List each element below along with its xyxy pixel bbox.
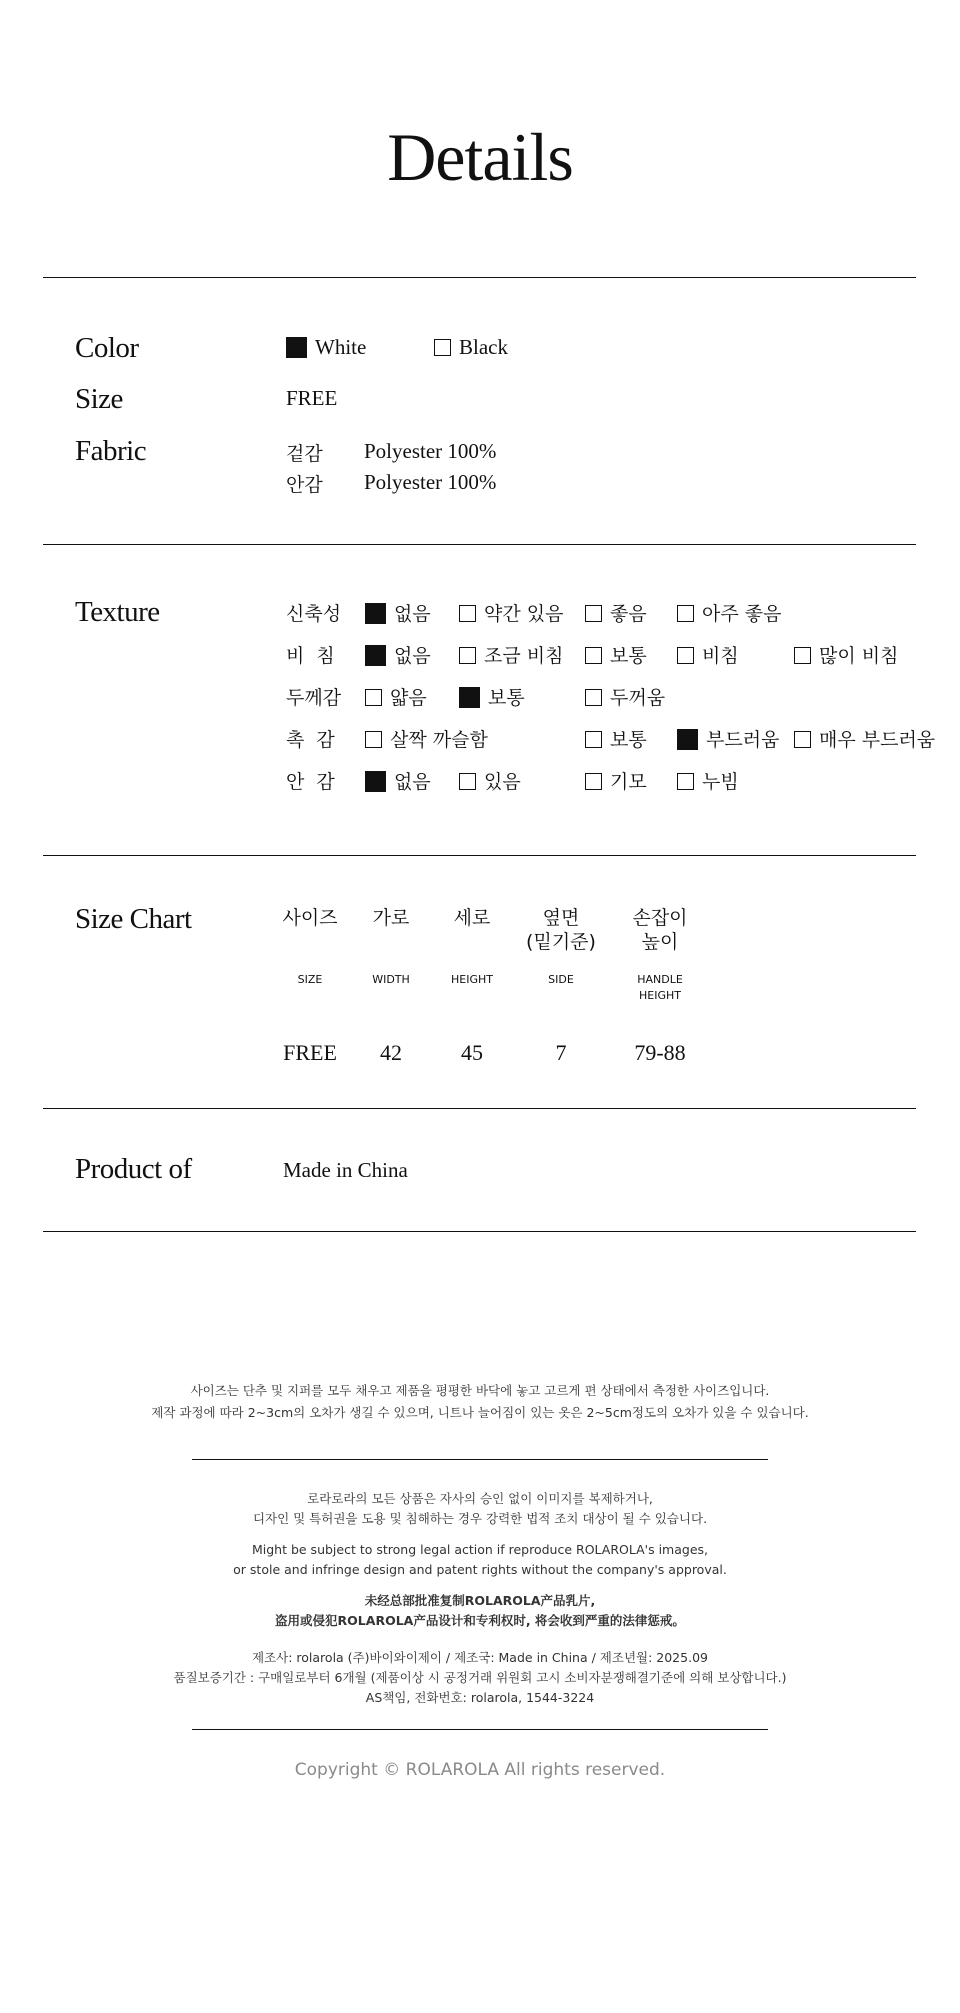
divider bbox=[43, 1108, 916, 1109]
texture-option-label: 약간 있음 bbox=[484, 603, 564, 625]
texture-option-label: 없음 bbox=[394, 771, 431, 793]
checkbox-empty-icon bbox=[434, 339, 451, 356]
product-origin: Made in China bbox=[283, 1158, 408, 1182]
color-option-white: White bbox=[286, 335, 366, 360]
texture-option bbox=[365, 641, 431, 668]
copyright-notice-kr: 디자인 및 특허권을 도용 및 침해하는 경우 강력한 법적 조치 대상이 될 수 있습니다. bbox=[252, 1511, 708, 1526]
checkbox-empty-icon bbox=[365, 689, 382, 706]
texture-option bbox=[459, 641, 563, 668]
size-label: Size bbox=[75, 383, 123, 415]
size-chart-header-en: HEIGHT bbox=[451, 973, 493, 986]
texture-option-label: 많이 비침 bbox=[819, 645, 899, 667]
texture-option-label: 기모 bbox=[610, 771, 647, 793]
size-chart-header-kr: 가로 bbox=[372, 907, 410, 929]
size-chart-header-en: HANDLE HEIGHT bbox=[637, 973, 683, 1002]
texture-option-label: 보통 bbox=[610, 645, 647, 667]
size-chart-header-en: WIDTH bbox=[372, 973, 410, 986]
fabric-material: Polyester 100% bbox=[364, 439, 497, 463]
texture-option bbox=[677, 599, 781, 626]
size-chart-header-kr: 세로 bbox=[453, 907, 491, 929]
checkbox-checked-icon bbox=[365, 603, 386, 624]
texture-option bbox=[459, 683, 525, 710]
checkbox-empty-icon bbox=[585, 689, 602, 706]
texture-option bbox=[794, 725, 935, 752]
divider bbox=[43, 855, 916, 856]
texture-option bbox=[585, 599, 647, 626]
checkbox-empty-icon bbox=[459, 647, 476, 664]
texture-option bbox=[677, 767, 739, 794]
size-chart-value: 79-88 bbox=[634, 1040, 686, 1065]
checkbox-empty-icon bbox=[365, 731, 382, 748]
measure-note: 사이즈는 단추 및 지퍼를 모두 채우고 제품을 평평한 바닥에 놓고 고르게 편 상태에서 측정한 사이즈입니다. bbox=[190, 1383, 770, 1398]
size-chart-value: FREE bbox=[283, 1040, 337, 1065]
texture-option-label: 누빔 bbox=[702, 771, 739, 793]
checkbox-empty-icon bbox=[459, 773, 476, 790]
divider bbox=[43, 544, 916, 545]
checkbox-empty-icon bbox=[459, 605, 476, 622]
copyright-notice-cn: 未经总部批准复制ROLAROLA产品乳片, bbox=[364, 1593, 596, 1608]
checkbox-empty-icon bbox=[677, 605, 694, 622]
texture-option bbox=[459, 599, 563, 626]
texture-option-label: 두꺼움 bbox=[610, 687, 666, 709]
page-title: Details bbox=[387, 119, 573, 195]
size-chart-header-kr: 손잡이 높이 bbox=[632, 907, 688, 953]
checkbox-empty-icon bbox=[677, 647, 694, 664]
manufacturer-info: 제조사: rolarola (주)바이와이제이 / 제조국: Made in China / 제조년월: 2025.09 bbox=[252, 1650, 708, 1665]
copyright-notice-kr: 로라로라의 모든 상품은 자사의 승인 없이 이미지를 복제하거나, bbox=[307, 1491, 653, 1506]
fabric-part: 겉감 bbox=[286, 443, 323, 465]
fabric-material: Polyester 100% bbox=[364, 470, 497, 494]
copyright-notice-cn: 盗用或侵犯ROLAROLA产品设计和专利权时, 将会收到严重的法律惩戒。 bbox=[275, 1613, 685, 1628]
divider bbox=[43, 277, 916, 278]
color-option-black: Black bbox=[434, 335, 508, 360]
texture-option-label: 매우 부드러움 bbox=[819, 729, 936, 751]
texture-option-label: 조금 비침 bbox=[484, 645, 564, 667]
checkbox-empty-icon bbox=[585, 605, 602, 622]
divider bbox=[192, 1459, 768, 1460]
checkbox-checked-icon bbox=[365, 771, 386, 792]
checkbox-checked-icon bbox=[677, 729, 698, 750]
texture-row-name: 신축성 bbox=[286, 603, 342, 625]
checkbox-empty-icon bbox=[794, 647, 811, 664]
size-chart-value: 45 bbox=[461, 1040, 483, 1065]
size-chart-header-kr: 사이즈 bbox=[282, 907, 338, 929]
copyright-notice-en: Might be subject to strong legal action if reproduce ROLAROLA's images, bbox=[251, 1542, 709, 1557]
texture-option-label: 아주 좋음 bbox=[702, 603, 782, 625]
texture-option bbox=[365, 725, 488, 752]
texture-option bbox=[794, 641, 898, 668]
texture-row-name: 안 감 bbox=[286, 771, 335, 793]
divider bbox=[192, 1729, 768, 1730]
texture-option bbox=[365, 599, 431, 626]
checkbox-checked-icon bbox=[286, 337, 307, 358]
texture-row-name: 촉 감 bbox=[286, 729, 335, 751]
texture-option-label: 비침 bbox=[702, 645, 739, 667]
size-chart-value: 42 bbox=[380, 1040, 402, 1065]
checkbox-empty-icon bbox=[585, 773, 602, 790]
size-chart-header-en: SIDE bbox=[548, 973, 574, 986]
as-contact-info: AS책임, 전화번호: rolarola, 1544-3224 bbox=[365, 1690, 595, 1705]
texture-option-label: 얇음 bbox=[390, 687, 427, 709]
size-chart-header-kr: 옆면 (밑기준) bbox=[526, 907, 596, 953]
color-label: Color bbox=[75, 332, 139, 364]
warranty-info: 품질보증기간 : 구매일로부터 6개월 (제품이상 시 공정거래 위원회 고시 소비자분쟁해결기준에 의해 보상합니다.) bbox=[173, 1670, 787, 1685]
texture-row-name: 두께감 bbox=[286, 687, 342, 709]
texture-option bbox=[585, 767, 647, 794]
texture-option-label: 좋음 bbox=[610, 603, 647, 625]
checkbox-empty-icon bbox=[677, 773, 694, 790]
texture-option-label: 없음 bbox=[394, 645, 431, 667]
checkbox-empty-icon bbox=[585, 647, 602, 664]
texture-option bbox=[365, 683, 427, 710]
copyright-notice-en: or stole and infringe design and patent rights without the company's approval. bbox=[233, 1562, 727, 1577]
product-of-label: Product of bbox=[75, 1153, 192, 1185]
size-chart-label: Size Chart bbox=[75, 903, 192, 935]
texture-option bbox=[585, 641, 647, 668]
texture-option-label: 보통 bbox=[488, 687, 525, 709]
texture-option-label: 있음 bbox=[484, 771, 521, 793]
texture-option bbox=[677, 725, 779, 752]
texture-option-label: 없음 bbox=[394, 603, 431, 625]
texture-option bbox=[585, 683, 665, 710]
size-value: FREE bbox=[286, 386, 338, 410]
fabric-part: 안감 bbox=[286, 474, 323, 496]
checkbox-checked-icon bbox=[459, 687, 480, 708]
texture-label: Texture bbox=[75, 596, 160, 628]
texture-row-name: 비 침 bbox=[286, 645, 335, 667]
checkbox-empty-icon bbox=[794, 731, 811, 748]
checkbox-checked-icon bbox=[365, 645, 386, 666]
texture-option bbox=[365, 767, 431, 794]
texture-option-label: 살짝 까슬함 bbox=[390, 729, 488, 751]
texture-option bbox=[585, 725, 647, 752]
fabric-label: Fabric bbox=[75, 435, 147, 467]
texture-option-label: 부드러움 bbox=[706, 729, 780, 751]
texture-option-label: 보통 bbox=[610, 729, 647, 751]
size-chart-header-en: SIZE bbox=[297, 973, 323, 986]
texture-option bbox=[459, 767, 521, 794]
measure-note: 제작 과정에 따라 2~3cm의 오차가 생길 수 있으며, 니트나 늘어짐이 있는 옷은 2~5cm정도의 오차가 있을 수 있습니다. bbox=[151, 1405, 809, 1420]
checkbox-empty-icon bbox=[585, 731, 602, 748]
size-chart-value: 7 bbox=[555, 1040, 567, 1065]
texture-option bbox=[677, 641, 739, 668]
divider bbox=[43, 1231, 916, 1232]
copyright: Copyright © ROLAROLA All rights reserved. bbox=[294, 1760, 666, 1780]
